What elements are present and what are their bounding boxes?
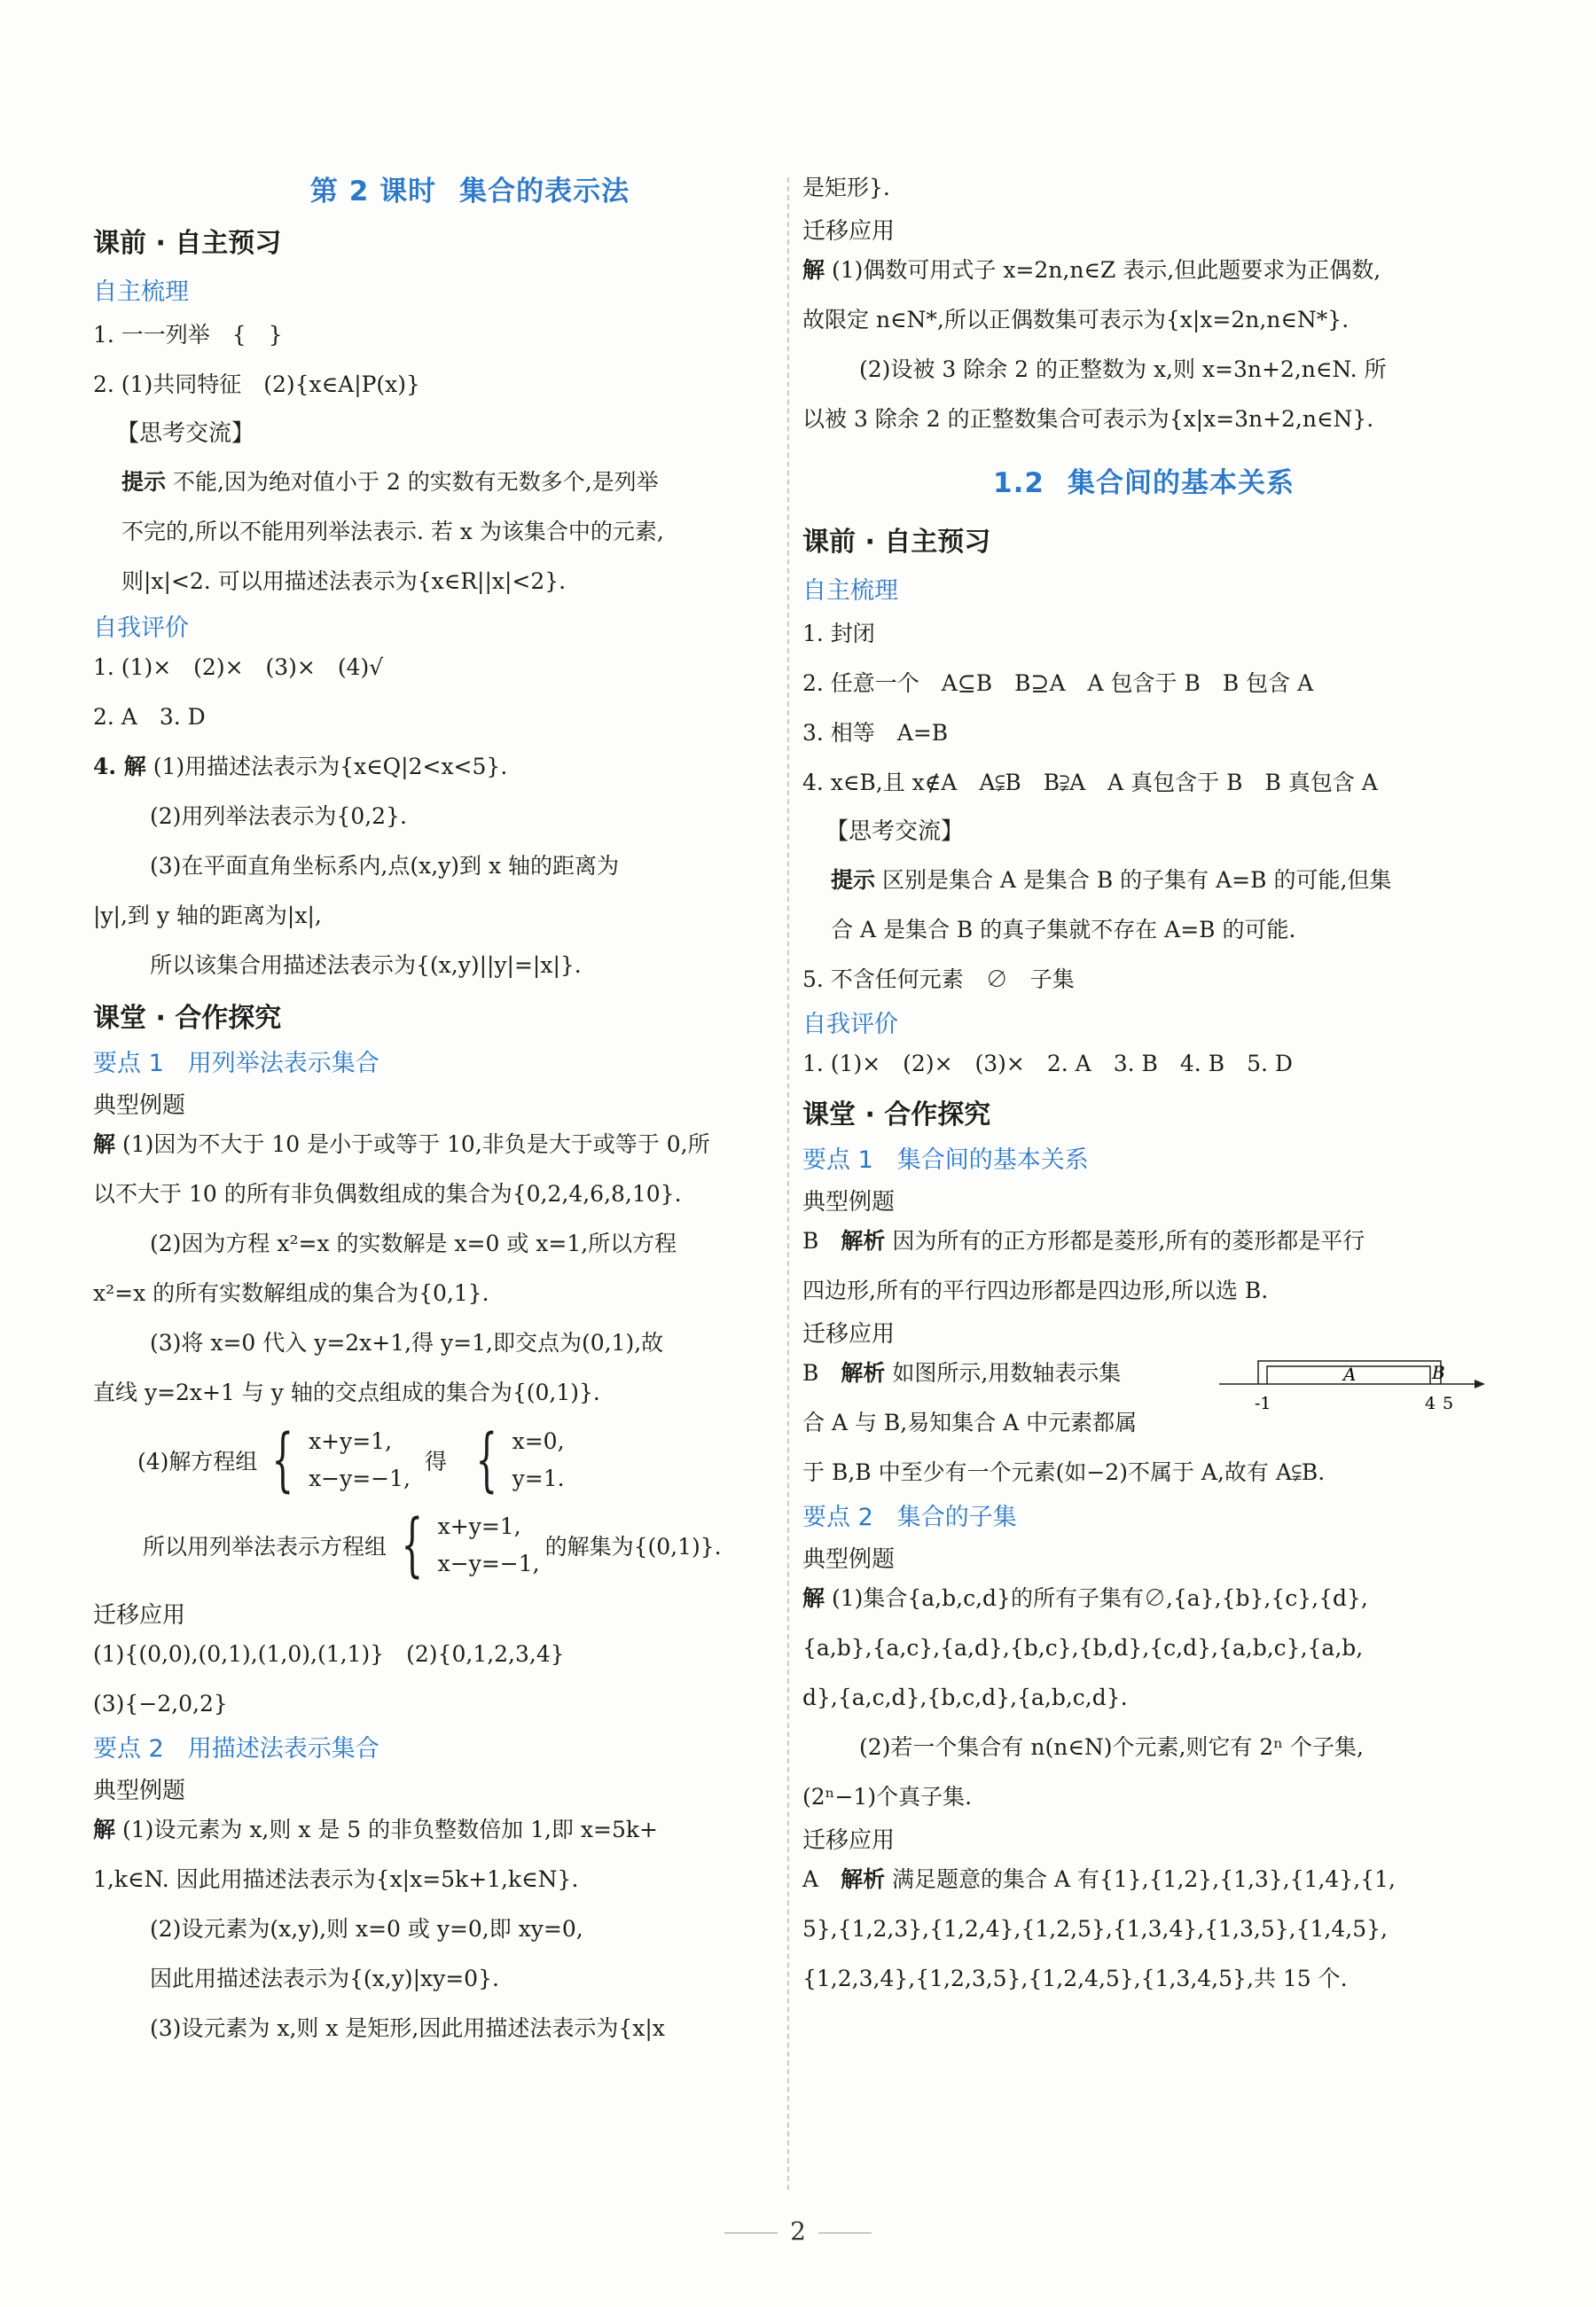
transfer-1a: (1){(0,0),(0,1),(1,0),(1,1)} (2){0,1,2,3,4} bbox=[93, 1641, 565, 1667]
heading-class-r: 课堂 · 合作探究 bbox=[802, 1099, 991, 1130]
sol-2a: (2)因为方程 x²=x 的实数解是 x=0 或 x=1,所以方程 bbox=[150, 1231, 677, 1256]
b2-line-b: 合 A 与 B,易知集合 A 中元素都属 bbox=[802, 1410, 1138, 1435]
tip-line-1: 提示 不能,因为绝对值小于 2 的实数有无数多个,是列举 bbox=[121, 469, 659, 495]
transfer-app-2: 迁移应用 bbox=[802, 1321, 896, 1348]
z-line-2a: (2)若一个集合有 n(n∈N)个元素,则它有 2ⁿ 个子集, bbox=[859, 1734, 1364, 1760]
heading-self-eval-r: 自我评价 bbox=[802, 1011, 898, 1038]
comb-line-1: 1. 一一列举 { } bbox=[93, 322, 283, 348]
cont-line: 是矩形}. bbox=[802, 175, 890, 200]
transfer-1b: (3){−2,0,2} bbox=[93, 1691, 228, 1717]
z-line-1b: {a,b},{a,c},{a,d},{b,c},{b,d},{c,d},{a,b,c},{a,b, bbox=[802, 1635, 1364, 1661]
left-brace: { bbox=[475, 1420, 498, 1500]
r-line-3: 3. 相等 A=B bbox=[802, 720, 949, 746]
eval-line-4c: (3)在平面直角坐标系内,点(x,y)到 x 轴的距离为 bbox=[150, 853, 620, 879]
m-line-3: {1,2,3,4},{1,2,3,5},{1,2,4,5},{1,3,4,5},共 15 个. bbox=[802, 1966, 1348, 1991]
b2-line-c: 于 B,B 中至少有一个元素(如−2)不属于 A,故有 A⫋B. bbox=[802, 1459, 1326, 1485]
sol-3a: (3)将 x=0 代入 y=2x+1,得 y=1,即交点为(0,1),故 bbox=[150, 1330, 664, 1356]
z-line-1a: 解 (1)集合{a,b,c,d}的所有子集有∅,{a},{b},{c},{d}, bbox=[802, 1585, 1368, 1611]
so-label: 所以用列举法表示方程组 bbox=[143, 1534, 387, 1560]
sol-2b: x²=x 的所有实数解组成的集合为{0,1}. bbox=[93, 1280, 489, 1306]
column-divider bbox=[787, 177, 789, 2190]
heading-self-comb: 自主梳理 bbox=[93, 278, 189, 306]
desc-2a: (2)设元素为(x,y),则 x=0 或 y=0,即 xy=0, bbox=[150, 1916, 583, 1942]
eval-line-4e: 所以该集合用描述法表示为{(x,y)||y|=|x|}. bbox=[150, 952, 582, 978]
desc-2b: 因此用描述法表示为{(x,y)|xy=0}. bbox=[150, 1966, 499, 1991]
m-line-1: A 解析 满足题意的集合 A 有{1},{1,2},{1,3},{1,4},{1, bbox=[802, 1866, 1396, 1892]
heading-preview: 课前 · 自主预习 bbox=[93, 228, 282, 259]
sol-3b: 直线 y=2x+1 与 y 轴的交点组成的集合为{(0,1)}. bbox=[93, 1380, 600, 1405]
sol-1b: 以不大于 10 的所有非负偶数组成的集合为{0,2,4,6,8,10}. bbox=[93, 1181, 682, 1207]
numberline-block bbox=[802, 1349, 1485, 1448]
m-line-2: 5},{1,2,3},{1,2,4},{1,2,5},{1,3,4},{1,3,5},{1,4,5}, bbox=[802, 1916, 1388, 1942]
tick-minus-1: -1 bbox=[1255, 1394, 1271, 1413]
left-brace: { bbox=[401, 1505, 424, 1585]
section-title bbox=[802, 460, 1485, 500]
eval-line-4b: (2)用列举法表示为{0,2}. bbox=[150, 803, 407, 829]
eval-line-4: 4. 解 (1)用描述法表示为{x∈Q|2<x<5}. bbox=[93, 754, 508, 779]
desc-3a: (3)设元素为 x,则 x 是矩形,因此用描述法表示为{x|x bbox=[150, 2015, 665, 2041]
result-line-2: y=1. bbox=[512, 1466, 565, 1491]
lesson-title-text: 集合的表示法 bbox=[459, 176, 630, 207]
left-brace: { bbox=[271, 1420, 294, 1500]
tick-5: 5 bbox=[1443, 1394, 1454, 1413]
ans-1b: 故限定 n∈N*,所以正偶数集可表示为{x|x=2n,n∈N*}. bbox=[802, 307, 1350, 332]
key-point-2: 要点 2 用描述法表示集合 bbox=[93, 1735, 379, 1763]
eval-line-1: 1. (1)× (2)× (3)× (4)√ bbox=[93, 654, 384, 680]
comb-line-2: 2. (1)共同特征 (2){x∈A|P(x)} bbox=[93, 371, 420, 397]
r-line-4: 4. x∈B,且 x∉A A⫋B B⫌A A 真包含于 B B 真包含 A bbox=[802, 770, 1378, 795]
left-column bbox=[93, 168, 776, 2053]
z-line-1c: d},{a,c,d},{b,c,d},{a,b,c,d}. bbox=[802, 1685, 1128, 1710]
ans-1a: 解 (1)偶数可用式子 x=2n,n∈Z 表示,但此题要求为正偶数, bbox=[802, 257, 1381, 283]
heading-class: 课堂 · 合作探究 bbox=[93, 1003, 282, 1034]
key-point-1-r: 要点 1 集合间的基本关系 bbox=[802, 1146, 1089, 1174]
eval-line-2: 2. A 3. D bbox=[93, 704, 206, 730]
tip-line-3: 则|x|<2. 可以用描述法表示为{x∈R||x|<2}. bbox=[121, 568, 567, 594]
label-a: A bbox=[1343, 1364, 1357, 1385]
b1-line-b: 四边形,所有的平行四边形都是四边形,所以选 B. bbox=[802, 1278, 1269, 1303]
transfer-app-3: 迁移应用 bbox=[802, 1827, 896, 1854]
key-point-1: 要点 1 用列举法表示集合 bbox=[93, 1050, 379, 1077]
r-line-5: 5. 不含任何元素 ∅ 子集 bbox=[802, 966, 1075, 992]
tip-r-2: 合 A 是集合 B 的真子集就不存在 A=B 的可能. bbox=[831, 917, 1296, 942]
equation-system-1 bbox=[93, 1420, 776, 1500]
transfer-app-1: 迁移应用 bbox=[93, 1602, 186, 1629]
eq-line-1: x+y=1, bbox=[309, 1428, 393, 1454]
tick-4: 4 bbox=[1425, 1394, 1436, 1413]
section-number: 1.2 bbox=[993, 467, 1044, 499]
think-heading-r: 【思考交流】 bbox=[825, 818, 965, 845]
solve-label: (4)解方程组 bbox=[137, 1449, 258, 1474]
think-heading: 【思考交流】 bbox=[116, 420, 255, 447]
typical-example-1-r: 典型例题 bbox=[802, 1189, 896, 1216]
eval-r-1: 1. (1)× (2)× (3)× 2. A 3. B 4. B 5. D bbox=[802, 1051, 1293, 1076]
de-label: 得 bbox=[424, 1449, 447, 1474]
page-number: 2 bbox=[790, 2217, 806, 2246]
eval-line-4d: |y|,到 y 轴的距离为|x|, bbox=[93, 903, 322, 928]
r-line-2: 2. 任意一个 A⊆B B⊇A A 包含于 B B 包含 A bbox=[802, 670, 1314, 696]
section-title-text: 集合间的基本关系 bbox=[1067, 467, 1295, 499]
key-point-2-r: 要点 2 集合的子集 bbox=[802, 1504, 1017, 1531]
eq-line-2: x−y=−1, bbox=[309, 1466, 411, 1491]
number-line-diagram bbox=[1219, 1354, 1485, 1421]
tip-r-1: 提示 区别是集合 A 是集合 B 的子集有 A=B 的可能,但集 bbox=[831, 867, 1392, 893]
typical-example-1: 典型例题 bbox=[93, 1092, 186, 1119]
heading-self-eval: 自我评价 bbox=[93, 614, 189, 642]
transfer-app-0: 迁移应用 bbox=[802, 218, 896, 245]
heading-preview-r: 课前 · 自主预习 bbox=[802, 527, 991, 558]
b1-line-a: B 解析 因为所有的正方形都是菱形,所有的菱形都是平行 bbox=[802, 1228, 1365, 1254]
page-footer bbox=[0, 2217, 1596, 2246]
b2-line-a: B 解析 如图所示,用数轴表示集 bbox=[802, 1360, 1122, 1386]
tip-line-2: 不完的,所以不能用列举法表示. 若 x 为该集合中的元素, bbox=[121, 519, 664, 544]
r-line-1: 1. 封闭 bbox=[802, 621, 875, 646]
typical-example-2-r: 典型例题 bbox=[802, 1546, 896, 1573]
arrow-icon bbox=[1475, 1380, 1485, 1388]
label-b: B bbox=[1432, 1362, 1445, 1383]
result-line-1: x=0, bbox=[512, 1428, 565, 1454]
eq-line-2: x−y=−1, bbox=[437, 1551, 540, 1576]
typical-example-2: 典型例题 bbox=[93, 1778, 186, 1804]
solution-set: 的解集为{(0,1)}. bbox=[544, 1534, 722, 1560]
eq-line-1: x+y=1, bbox=[437, 1513, 521, 1539]
z-line-2b: (2ⁿ−1)个真子集. bbox=[802, 1784, 973, 1810]
lesson-title bbox=[93, 168, 776, 208]
desc-1b: 1,k∈N. 因此用描述法表示为{x|x=5k+1,k∈N}. bbox=[93, 1866, 579, 1892]
heading-self-comb-r: 自主梳理 bbox=[802, 577, 898, 605]
right-column bbox=[802, 168, 1485, 2004]
lesson-number: 第 2 课时 bbox=[309, 176, 437, 207]
equation-system-2 bbox=[93, 1505, 776, 1585]
desc-1a: 解 (1)设元素为 x,则 x 是 5 的非负整数倍加 1,即 x=5k+ bbox=[93, 1817, 658, 1842]
sol-1a: 解 (1)因为不大于 10 是小于或等于 10,非负是大于或等于 0,所 bbox=[93, 1131, 710, 1157]
ans-2a: (2)设被 3 除余 2 的正整数为 x,则 x=3n+2,n∈N. 所 bbox=[859, 356, 1387, 382]
ans-2b: 以被 3 除余 2 的正整数集合可表示为{x|x=3n+2,n∈N}. bbox=[802, 406, 1374, 432]
